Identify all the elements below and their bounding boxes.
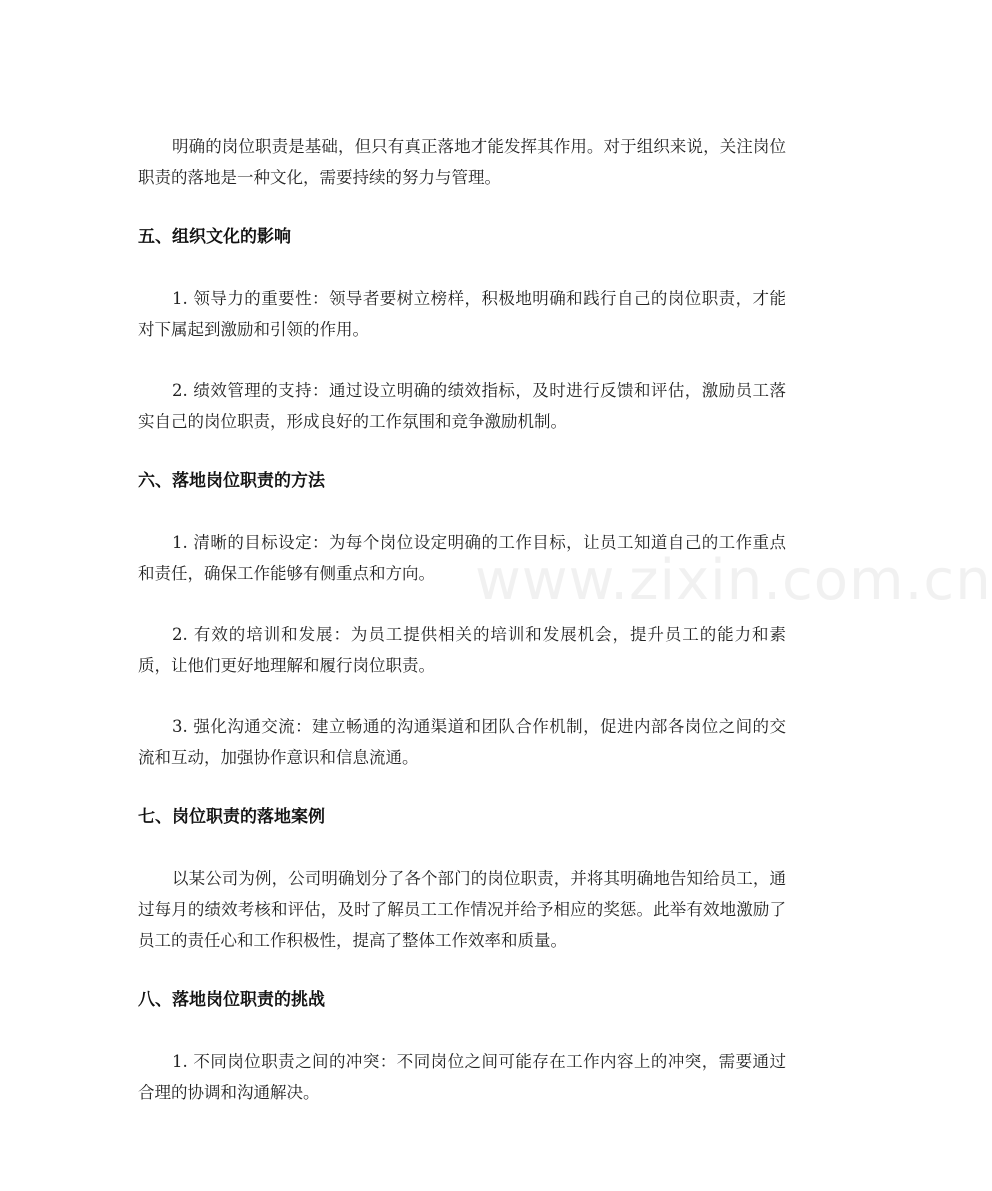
section7-case-paragraph: 以某公司为例，公司明确划分了各个部门的岗位职责，并将其明确地告知给员工，通过每月的绩效考核和评估，及时了解员工工作情况并给予相应的奖惩。此举有效地激励了员工的责任心和工作积极性，提高了整体工作效率和质量。	[138, 869, 786, 950]
section-heading-5: 五、组织文化的影响	[138, 227, 291, 247]
section-heading-6: 六、落地岗位职责的方法	[138, 471, 325, 491]
section6-item-3: 3. 强化沟通交流：建立畅通的沟通渠道和团队合作机制，促进内部各岗位之间的交流和互动，加强协作意识和信息流通。	[138, 717, 786, 767]
section-heading-7: 七、岗位职责的落地案例	[138, 807, 325, 827]
section5-item-1: 1. 领导力的重要性：领导者要树立榜样，积极地明确和践行自己的岗位职责，才能对下属起到激励和引领的作用。	[138, 289, 786, 339]
section8-item-1: 1. 不同岗位职责之间的冲突：不同岗位之间可能存在工作内容上的冲突，需要通过合理的协调和沟通解决。	[138, 1052, 786, 1102]
section6-item-2: 2. 有效的培训和发展：为员工提供相关的培训和发展机会，提升员工的能力和素质，让他们更好地理解和履行岗位职责。	[138, 625, 786, 675]
section5-item-2: 2. 绩效管理的支持：通过设立明确的绩效指标，及时进行反馈和评估，激励员工落实自己的岗位职责，形成良好的工作氛围和竞争激励机制。	[138, 381, 786, 431]
section-heading-8: 八、落地岗位职责的挑战	[138, 990, 325, 1010]
document-body	[138, 131, 786, 1138]
intro-paragraph: 明确的岗位职责是基础，但只有真正落地才能发挥其作用。对于组织来说，关注岗位职责的落地是一种文化，需要持续的努力与管理。	[138, 137, 786, 187]
watermark: www.zixin.com.cn	[475, 548, 992, 613]
section6-item-1: 1. 清晰的目标设定：为每个岗位设定明确的工作目标，让员工知道自己的工作重点和责任，确保工作能够有侧重点和方向。	[138, 533, 786, 583]
